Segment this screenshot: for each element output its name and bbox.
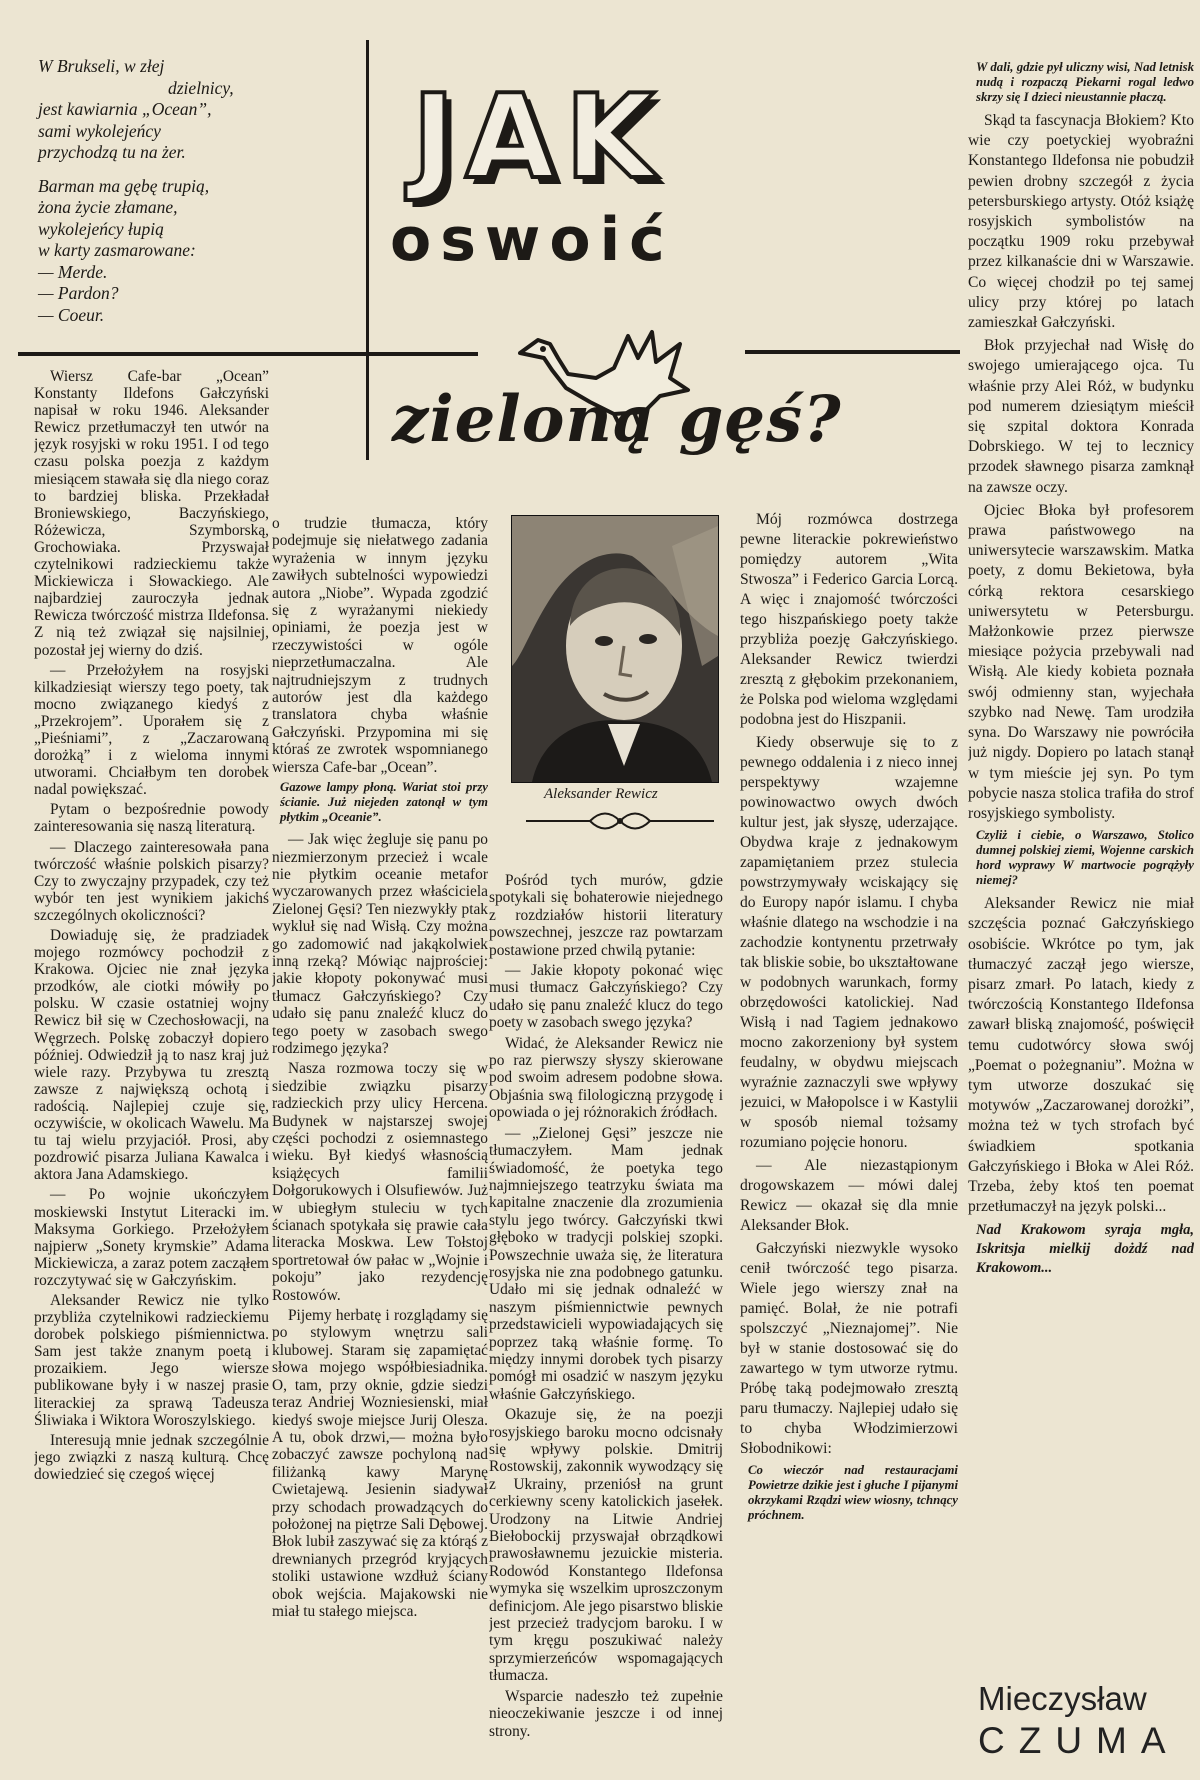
epigraph-line: sami wykolejeńcy xyxy=(38,120,161,141)
photo-caption: Aleksander Rewicz xyxy=(544,786,658,802)
paragraph: Okazuje się, że na poezji rosyjskiego baroku mocno odcisnały się wpływy polskie. Dmitrij Rostowskij, zakonnik wywodzący się z Ukrainy, przeniósł na grunt cerkiewny sceny katolickich jasełek. Urodzony na Litwie Andriej Biełobockij przyswajał obrządkowi prawosławnemu jezuickie misteria. Rodowód Konstantego Ildefonsa wymyka się wszelkim uproszczonym definicjom. Ale jego pisarstwo bliskie jest przecież tradycjom baroku. I w tym kręgu poszukiwać należy sprzymierzeńców wspomagających tłumacza. xyxy=(489,1406,723,1685)
epigraph-poem xyxy=(38,56,273,326)
article-column-1 xyxy=(34,368,269,1773)
quoted-verse: Nad Krakowom syraja mgła, Iskritsja mielkij dożdź nad Krakowom... xyxy=(976,1222,1194,1277)
paragraph: — Po wojnie ukończyłem moskiewski Instytut Literacki im. Maksyma Gorkiego. Przełożyłem najpierw „Sonety krymskie” Adama Mickiewicza, a zaraz potem zacząłem rozczytywać się w Gałczyńskim. xyxy=(34,1186,269,1289)
paragraph: Błok przyjechał nad Wisłę do swojego umierającego ojca. Tu właśnie przy Alei Róż, w budynku pod numerem dziesiątym mieścił się szpital doktora Konrada Dobrskiego. W tej to lecznicy przodek sławnego pisarza zamknął na zawsze oczy. xyxy=(968,337,1194,496)
paragraph: Wiersz Cafe-bar „Ocean” Konstanty Ildefons Gałczyński napisał w roku 1946. Aleksander Rewicz przetłumaczył ten utwór na język rosyjski w roku 1951. I od tego czasu polska poezja z każdym miesiącem stawała się dla niego coraz to bardziej bliska. Przekładał Broniewskiego, Baczyńskiego, Różewicza, Szymborską, Grochowiaka. Przyswajał czytelnikowi radzieckiemu także Mickiewicza i Słowackiego. Ale najbardziej zauroczyła jednak Rewicza twórczość mistrza Ildefonsa. Z nią też związał się najsilniej, pozostał jej wierny do dziś. xyxy=(34,368,269,659)
epigraph-line: dzielnicy, xyxy=(168,77,234,98)
paragraph: Ojciec Błoka był profesorem prawa państwowego na uniwersytecie warszawskim. Matka poety, z domu Bekietowa, była córką rektora cesarskiego uniwersytetu w Petersburgu. Małżonkowie przez pierwsze miesiące pożycia przebywali nad Wisłą. Ale kiedy kobieta poznała swój odmienny stan, wyjechała szybko nad Newę. Tam urodziła syna. Do Warszawy nie powróciła już nigdy. Dopiero po latach stanął w tym mieście jej syn. Po tym pobycie nasza stolica trafiła do strof rosyjskiego symbolisty. xyxy=(968,501,1194,822)
paragraph: — Jak więc żegluje się panu po niezmierzonym przecież i wcale nie płytkim oceanie metafor wyczarowanych przez właściciela Zielonej Gęsi? Ten niezwykły ptak wykluł się nad Wisłą. Czy można go zadomowić nad jakąkolwiek inną rzeką? Mówiąc najprościej: jakie kłopoty pokonywać musi tłumacz Gałczyńskiego? Czy udało się panu znaleźć klucz do tego poety w zasobach swego rodzimego języka? xyxy=(272,831,488,1057)
epigraph-line: W Brukseli, w złej xyxy=(38,56,165,76)
article-column-3 xyxy=(489,872,723,1772)
paragraph: — „Zielonej Gęsi” jeszcze nie tłumaczyłem. Mam jednak świadomość, że poetyka tego najmniejszego teatrzyku świata ma kapitalne znaczenie dla zrozumienia stylu jego twórcy. Gałczyński tkwi głęboko w tradycji polskiej szopki. Powszechnie uważa się, że literatura rosyjska nie zna podobnego gatunku. Udało mi się jednak odnaleźć w naszym piśmiennictwie pewnych przedstawicieli wypowiadających się poprzez taką właśnie formę. To między innymi dorobek tych pisarzy pomógł mi osadzić w naszym języku właśnie Gałczyńskiego. xyxy=(489,1124,723,1403)
quoted-verse: Czyliż i ciebie, o Warszawo, Stolico dumnej polskiej ziemi, Wojenne carskich hord wyprawy W martwocie pogrążyły niemej? xyxy=(976,828,1194,888)
paragraph: Interesują mnie jednak szczególnie jego związki z naszą kulturą. Chcę dowiedzieć się czegoś więcej xyxy=(34,1431,269,1483)
quoted-verse: Co wieczór nad restauracjami Powietrze dzikie jest i głuche I pijanymi okrzykami Rządzi wiew wiosny, tchnący próchnem. xyxy=(748,1463,958,1522)
portrait-photo xyxy=(511,515,719,783)
headline-zielona-ges: zieloną gęś? xyxy=(392,382,842,457)
paragraph: Kiedy obserwuje się to z pewnego oddalenia i z nieco innej perspektywy wzajemne powinowactwo owych dwóch kultur jest, jak słyszę, uderzające. Obydwa kraje z jednakowym zapamiętaniem przez stulecia powstrzymywały wciskający się do Europy napór islamu. I chyba właśnie dlatego na wschodzie i na zachodzie kontynentu przetrwały tak bliskie sobie, bo ukształtowane w podobnych warunkach, formy obrzędowości katolickiej. Nad Wisłą i nad Tagiem jednakowo mocno zakorzeniony był system feudalny, w obydwu miejscach wyraźnie zaznaczyli swe wpływy jezuici, w Małopolsce i w Kastylii w sposób niemal tożsamy rozumiano pojęcie honoru. xyxy=(740,734,958,1151)
paragraph: Gałczyński niezwykle wysoko cenił twórczość tego pisarza. Wiele jego wierszy znał na pamięć. Bolał, że nie potrafi spolszczyć „Nieznajomej”. Nie był w stanie dostosować się do zawartego w tym utworze rytmu. Próbę taką podejmowało zresztą paru tłumaczy. Najlepiej udało się to chyba Włodzimierzowi Słobodnikowi: xyxy=(740,1240,958,1457)
vertical-rule xyxy=(366,40,369,460)
paragraph: Pośród tych murów, gdzie spotykali się bohaterowie niejednego z rozdziałów historii literatury powszechnej, jeszcze raz powtarzam postawione przed chwilą pytanie: xyxy=(489,872,723,959)
paragraph: — Ale niezastąpionym drogowskazem — mówi dalej Rewicz — okazał się dla mnie Aleksander Błok. xyxy=(740,1157,958,1234)
paragraph: Pijemy herbatę i rozglądamy się po stylowym wnętrzu sali klubowej. Staram się zapamiętać słowa mojego współbiesiadnika. O, tam, przy oknie, gdzie siedzi teraz Andriej Wozniesienski, miał kiedyś swoje miejsce Jurij Olesza. A tu, obok drzwi,— można było zobaczyć zawsze pochyloną nad filiżanką kawy Marynę Cwietajewą. Jesienin siadywał przy schodach prowadzących do położonej na piętrze Sali Dębowej. Błok lubił zaszywać się za którąś z drewnianych przegród kryjących stoliki ustawione wzdłuż ściany obok wejścia. Majakowski nie miał tu stałego miejsca. xyxy=(272,1307,488,1620)
article-column-4 xyxy=(740,510,958,1775)
headline-jak: JAK xyxy=(412,70,665,205)
paragraph: Wsparcie nadeszło też zupełnie nieoczekiwanie jeszcze i od innej strony. xyxy=(489,1687,723,1740)
headline-oswoic: oswoić xyxy=(390,205,674,275)
epigraph-line: przychodzą tu na żer. xyxy=(38,142,186,162)
paragraph: o trudzie tłumacza, który podejmuje się niełatwego zadania wyrażenia w innym języku zawiłych subtelności wypowiedzi autora „Niobe”. Wypada zgodzić się z wyrażanymi niekiedy opiniami, że poezja jest w rzeczywistości w ogóle nieprzetłumaczalna. Ale najtrudniejszym z trudnych autorów jest dla każdego translatora chyba właśnie Gałczyński. Przypomina mi się któraś ze zwrotek wspomnianego wiersza Cafe-bar „Ocean”. xyxy=(272,515,488,776)
paragraph: Aleksander Rewicz nie tylko przybliża czytelnikowi radzieckiemu dorobek polskiego piśmiennictwa. Sam jest także znanym poetą i prozaikiem. Jego wiersze publikowane były i w naszej prasie literackiej za sprawą Tadeusza Śliwiaka i Wiktora Woroszylskiego. xyxy=(34,1291,269,1429)
article-column-2 xyxy=(272,515,488,1773)
epigraph-line: jest kawiarnia „Ocean”, xyxy=(38,99,212,119)
author-first-name: Mieczysław xyxy=(978,1680,1147,1717)
paragraph: Widać, że Aleksander Rewicz nie po raz pierwszy słyszy skierowane pod swoim adresem podobne słowa. Objaśnia swą filologiczną przygodę i opowiada o jej różnorakich źródłach. xyxy=(489,1034,723,1122)
paragraph: Pytam o bezpośrednie powody zainteresowania się naszą literaturą. xyxy=(34,801,269,836)
article-column-5 xyxy=(968,56,1194,1656)
epigraph-line: — Pardon? xyxy=(38,283,119,303)
paragraph: — Dlaczego zainteresowała pana twórczość właśnie polskich pisarzy? Czy to zwyczajny przypadek, czy też wybór ten jest wynikiem jakichś szczególnych okoliczności? xyxy=(34,838,269,924)
paragraph: Dowiaduję się, że pradziadek mojego rozmówcy pochodził z Krakowa. Ojciec nie znał języka przodków, ale ciotki mówiły po polsku. W czasie ostatniej wojny Rewicz bił się w Czechosłowacji, na Węgrzech. Polskę zobaczył dopiero później. Odwiedził ją to nasz kraj już wiele razy. Przybywa tu zresztą zawsze z największą ochotą i radością. Najlepiej czuje się, oczywiście, w okolicach Wawelu. Ma tu taj wielu przyjaciół. Prosi, aby pozdrowić pisarza Juliana Kawalca i aktora Jana Adamskiego. xyxy=(34,927,269,1184)
epigraph-line: żona życie złamane, xyxy=(38,197,178,217)
author-last-name: CZUMA xyxy=(978,1720,1180,1761)
horizontal-rule-left xyxy=(18,352,478,356)
epigraph-line: wykolejeńcy łupią xyxy=(38,218,164,239)
epigraph-line: — Merde. xyxy=(38,261,108,282)
paragraph: — Jakie kłopoty pokonać więc musi tłumacz Gałczyńskiego? Czy udało się panu znaleźć klucz do tego poety w zasobach swego języka? xyxy=(489,962,723,1032)
horizontal-rule-right xyxy=(745,350,960,354)
epigraph-line: w karty zasmarowane: xyxy=(38,240,196,260)
paragraph: Mój rozmówca dostrzega pewne literackie pokrewieństwo pomiędzy autorem „Wita Stwosza” i Federico Garcia Lorcą. A więc i znajomość twórczości tego hiszpańskiego poety także przybliża poezję Gałczyńskiego. Aleksander Rewicz twierdzi zresztą z głębokim przekonaniem, że Polska pod wieloma względami podobna jest do Hiszpanii. xyxy=(740,511,958,728)
epigraph-line: — Coeur. xyxy=(38,304,105,325)
paragraph: Aleksander Rewicz nie miał szczęścia poznać Gałczyńskiego osobiście. Wkrótce po tym, jak tłumaczyć zaczął jego wiersze, pisarz zmarł. Po latach, kiedy z twórczością Konstantego Ildefonsa zawarł bliską znajomość, poświęcił temu cudotwórcy słowa swój „Poemat o pożegnaniu”. Można w tym utworze doszukać się motywów „Zaczarowanej dorożki”, można też w tych strofach być świadkiem spotkania Gałczyńskiego i Błoka w Alei Róż. Trzeba, żeby ktoś ten poemat przetłumaczył na język polski... xyxy=(968,895,1194,1216)
portrait-image xyxy=(512,516,718,782)
quoted-verse: W dali, gdzie pył uliczny wisi, Nad letnisk nudą i rozpaczą Piekarni rogal ledwo skrzy się I dzieci nieustannie płaczą. xyxy=(976,60,1194,104)
ornament-divider xyxy=(520,808,720,834)
paragraph: Nasza rozmowa toczy się w siedzibie związku pisarzy radzieckich przy ulicy Hercena. Budynek w najstarszej swojej części pochodzi z osiemnastego wieku. Był kiedyś własnością książęcych familii Dołgorukowych i Olsufiewów. Już w ubiegłym stuleciu w tych ścianach spotykała się prawie cała literacka Moskwa. Lew Tołstoj sportretował ów pałac w „Wojnie i pokoju” jako rezydencję Rostowów. xyxy=(272,1060,488,1304)
paragraph: Skąd ta fascynacja Błokiem? Kto wie czy poetyckiej wyobraźni Konstantego Ildefonsa nie pobudził pewien drobny szczegół z życia petersburskiego artysty. Otóż książę rosyjskich symbolistów na początku 1909 roku przebywał przez kilkanaście dni w Warszawie. Co więcej chodził po tej samej ulicy przy której po latach zamieszkał Gałczyński. xyxy=(968,112,1194,332)
epigraph-line xyxy=(38,164,273,176)
epigraph-line: Barman ma gębę trupią, xyxy=(38,175,210,196)
quoted-verse: Gazowe lampy płoną. Wariat stoi przy ścianie. Już niejeden zatonął w tym płytkim „Oceanie”. xyxy=(280,780,488,825)
goose-eye-icon xyxy=(540,346,546,352)
paragraph: — Przełożyłem na rosyjski kilkadziesiąt wierszy tego poety, tak mocno związanego kiedyś z „Przekrojem”. Uporałem się z „Pieśniami”, z „Zaczarowaną dorożką” i z wieloma innymi utworami. Chciałbym ten dorobek nadal powiększać. xyxy=(34,661,269,799)
